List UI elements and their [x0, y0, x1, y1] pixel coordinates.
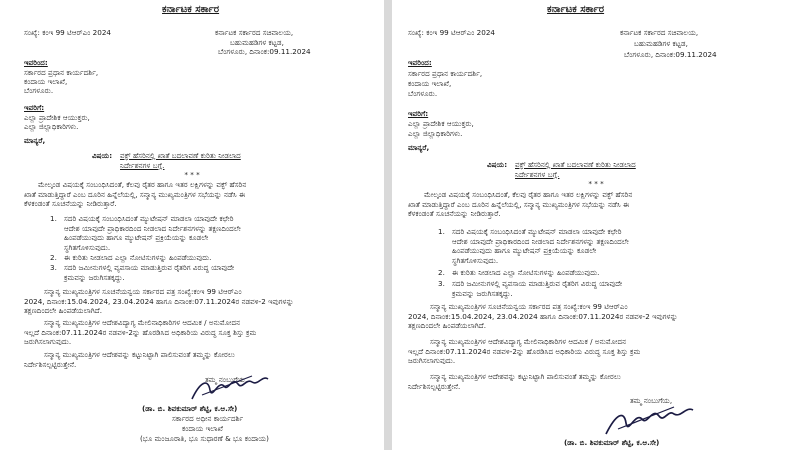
point-3-number: 3.	[50, 263, 57, 272]
point-3-text: ಸದರಿ ಜಮೀನುಗಳಲ್ಲಿ ವ್ಯವಸಾಯ ಮಾಡುತ್ತಿರುವ ರೈತರಿಗ ವಿರುದ್ಧ ಯಾವುದೇ ಕ್ರಮವನ್ನು ಜರುಗಿಸತಕ್ಕದ್ದು.	[452, 279, 623, 298]
closing: ತಮ್ಮ ನಂಬುಗೆಯ,	[205, 375, 248, 384]
from-label: ಇವರಿಂದ:	[408, 58, 432, 67]
signatory-name: (ಡಾ. ಬಿ. ಶಿವಕುಮಾರ್ ಶೆಟ್ಟಿ, ಕ.ಆ.ಸೇ)	[564, 438, 660, 447]
paragraph-2: ಸನ್ಮಾನ್ಯ ಮುಖ್ಯಮಂತ್ರಿಗಳ ಸೂಚನೆಯನ್ವಯ ಸರ್ಕಾರದ ಪತ್ರ ಸಂಖ್ಯೆ:ಕಂಇ 99 ಟಿಆರ್‌ಎಂ 2024, ದಿನಾಂಕ:15.04.2024, 23.04.2024 ಹಾಗೂ ದಿನಾಂಕ:07.11.2024ರ ನಡವಳಿ-2 ಇವುಗಳನ್ನು ತಕ್ಷಣದಿಂದಲೇ ಹಿಂಪಡೆಯಲಾಗಿದೆ.	[408, 302, 678, 331]
point-1-text: ಸದರಿ ವಿಷಯಕ್ಕೆ ಸಂಬಂಧಿಸಿದಂತೆ ಮ್ಯುಟೇಷನ್ ಮಾಡಲಾ ಯಾವುದೇ ಕಛೇರಿ ಆದೇಶ ಯಾವುದೇ ಪ್ರಾಧಿಕಾರದಿಂದ ನೀಡಲಾದ ನಿರ್ದೇಶನಗಳನ್ನು ತಕ್ಷಣದಿಂದಲೇ ಹಿಂಪಡೆಯುವುದು ಹಾಗೂ ಮ್ಯುಟೇಷನ್ ಪ್ರಕ್ರಿಯೆಯನ್ನು ಕೂಡಲೇ ಸ್ಥಗಿತಗೊಳಿಸುವುದು.	[452, 227, 629, 265]
signatory-section: (ಭೂ ಮಂಜೂರಾತಿ, ಭೂ ಸುಧಾರಣೆ & ಭೂ ಕಂದಾಯ)	[140, 434, 269, 443]
separator-stars: * * *	[184, 170, 200, 179]
signatory-department: ಕಂದಾಯ ಇಲಾಖೆ	[182, 424, 223, 433]
from-line-3: ಬೆಂಗಳೂರು.	[24, 86, 54, 95]
point-2-number: 2.	[50, 253, 57, 262]
from-line-1: ಸರ್ಕಾರದ ಪ್ರಧಾನ ಕಾರ್ಯದರ್ಶಿ,	[24, 68, 99, 77]
reference-number: ಸಂಖ್ಯೆ: ಕಂಇ 99 ಟಿಆರ್‌ಎಂ 2024	[24, 28, 111, 37]
to-label: ಇವರಿಗೆ:	[24, 103, 45, 112]
from-line-3: ಬೆಂಗಳೂರು.	[408, 89, 438, 98]
office-date-line: ಬೆಂಗಳೂರು, ದಿನಾಂಕ:09.11.2024	[218, 47, 311, 56]
paragraph-4: ಸನ್ಮಾನ್ಯ ಮುಖ್ಯಮಂತ್ರಿಗಳ ಆದೇಶವನ್ನು ಕಟ್ಟುನಿಟ್ಟಾಗಿ ಪಾಲಿಸುವಂತೆ ತಮ್ಮನ್ನು ಕೋರಲು ನಿರ್ದೇಶಿಸಲ್ಪಟ್ಟಿರುತ್ತೇನೆ.	[24, 350, 235, 369]
paragraph-1: ಮೇಲ್ಕಂಡ ವಿಷಯಕ್ಕೆ ಸಂಬಂಧಿಸಿದಂತೆ, ಕೆಲವು ರೈತರ ಹಾಗೂ ಇತರ ಲಕ್ಷಿಗಳನ್ನು ವಕ್ಫ್ ಹೆಸರಿನ ಖಾತೆ ಮಾಡುತ್ತಿದ್ದಾರೆ ಎಂಬ ದೂರಿನ ಹಿನ್ನೆಲೆಯಲ್ಲಿ, ಸನ್ಮಾನ್ಯ ಮುಖ್ಯಮಂತ್ರಿಗಳ ಸಭೆಯನ್ನು ನಡೆಸಿ ಈ ಕೆಳಕಂಡಂತೆ ಸೂಚನೆಯನ್ನು ನೀಡಿರುತ್ತಾರೆ.	[408, 190, 633, 219]
point-1-number: 1.	[50, 214, 57, 223]
separator-stars: * * *	[588, 179, 604, 188]
point-3-number: 3.	[438, 279, 445, 288]
signatory-name: (ಡಾ. ಬಿ. ಶಿವಕುಮಾರ್ ಶೆಟ್ಟಿ, ಕ.ಆ.ಸೇ)	[142, 404, 238, 413]
point-2-text: ಈ ಕುರಿತು ನೀಡಲಾದ ಎಲ್ಲಾ ನೋಟಿಸುಗಳನ್ನು ಹಿಂಪಡೆಯುವುದು.	[452, 268, 600, 277]
to-label: ಇವರಿಗೆ:	[408, 109, 429, 118]
office-line-1: ಕರ್ನಾಟಕ ಸರ್ಕಾರದ ಸಚಿವಾಲಯ,	[215, 28, 294, 37]
paragraph-3: ಸನ್ಮಾನ್ಯ ಮುಖ್ಯಮಂತ್ರಿಗಳ ಆದೇಶವಿದ್ಯಾಗ್ಯ ಮೇಲಿನಾಧಿಕಾರಿಗಳ ಆದಮಿಕ / ಅನುಮೋದನ ಇಲ್ಲದೆ ದಿನಾಂಕ:07.11.2024ರ ನಡವಳಿ-2ನ್ನು ಹೊರಡಿಸಿದ ಅಧಿಕಾರಿಯ ವಿರುದ್ಧ ಸೂಕ್ತ ಶಿಸ್ತು ಕ್ರಮ ಜರುಗಿಸಲಾಗುವುದು.	[408, 337, 641, 366]
point-1-number: 1.	[438, 227, 445, 236]
subject-line-2: ನಿರ್ದೇಶನಗಳ ಬಗ್ಗೆ.	[515, 170, 560, 179]
paragraph-4: ಸನ್ಮಾನ್ಯ ಮುಖ್ಯಮಂತ್ರಿಗಳ ಆದೇಶವನ್ನು ಕಟ್ಟುನಿಟ್ಟಾಗಿ ಪಾಲಿಸುವಂತೆ ತಮ್ಮನ್ನು ಕೋರಲು ನಿರ್ದೇಶಿಸಲ್ಪಟ್ಟಿರುತ್ತೇನೆ.	[408, 372, 621, 391]
letter-page-right	[392, 0, 800, 450]
signatory-designation: ಸರ್ಕಾರದ ಅಧೀನ ಕಾರ್ಯದರ್ಶಿ	[172, 414, 244, 423]
letter-page-left	[0, 0, 384, 450]
closing: ತಮ್ಮ ನಂಬುಗೆಯ,	[630, 396, 673, 405]
subject-line-1: ವಕ್ಫ್ ಹೆಸರಿನಲ್ಲಿ ಖಾತೆ ಬದಲಾವಣೆ ಕುರಿತು ನೀಡಲಾದ	[120, 151, 241, 160]
point-2-text: ಈ ಕುರಿತು ನೀಡಲಾದ ಎಲ್ಲಾ ನೋಟಿಸುಗಳನ್ನು ಹಿಂಪಡೆಯುವುದು.	[64, 253, 212, 262]
salutation: ಮಾನ್ಯರೆ,	[24, 136, 46, 145]
government-header: ಕರ್ನಾಟಕ ಸರ್ಕಾರ	[547, 4, 605, 15]
from-line-1: ಸರ್ಕಾರದ ಪ್ರಧಾನ ಕಾರ್ಯದರ್ಶಿ,	[408, 69, 483, 78]
from-line-2: ಕಂದಾಯ ಇಲಾಖೆ,	[24, 77, 68, 86]
point-1-text: ಸದರಿ ವಿಷಯಕ್ಕೆ ಸಂಬಂಧಿಸಿದಂತೆ ಮ್ಯುಟೇಷನ್ ಮಾಡಲಾ ಯಾವುದೇ ಕಛೇರಿ ಆದೇಶ ಯಾವುದೇ ಪ್ರಾಧಿಕಾರದಿಂದ ನೀಡಲಾದ ನಿರ್ದೇಶನಗಳನ್ನು ತಕ್ಷಣದಿಂದಲೇ ಹಿಂಪಡೆಯುವುದು ಹಾಗೂ ಮ್ಯುಟೇಷನ್ ಪ್ರಕ್ರಿಯೆಯನ್ನು ಕೂಡಲೇ ಸ್ಥಗಿತಗೊಳಿಸುವುದು.	[64, 214, 241, 252]
office-line-2: ಬಹುಮಹಡಿಗಳ ಕಟ್ಟಡ,	[634, 39, 688, 48]
signature-image	[602, 402, 697, 440]
to-line-1: ಎಲ್ಲಾ ಪ್ರಾದೇಶಿಕ ಆಯುಕ್ತರು,	[24, 113, 90, 122]
subject-label: ವಿಷಯ:	[92, 151, 113, 160]
office-line-1: ಕರ್ನಾಟಕ ಸರ್ಕಾರದ ಸಚಿವಾಲಯ,	[620, 28, 699, 37]
government-header: ಕರ್ನಾಟಕ ಸರ್ಕಾರ	[162, 4, 220, 15]
salutation: ಮಾನ್ಯರೆ,	[408, 143, 430, 152]
office-date-line: ಬೆಂಗಳೂರು, ದಿನಾಂಕ:09.11.2024	[624, 50, 717, 59]
office-line-2: ಬಹುಮಹಡಿಗಳ ಕಟ್ಟಡ,	[230, 38, 284, 47]
from-label: ಇವರಿಂದ:	[24, 58, 48, 67]
paragraph-1: ಮೇಲ್ಕಂಡ ವಿಷಯಕ್ಕೆ ಸಂಬಂಧಿಸಿದಂತೆ, ಕೆಲವು ರೈತರ ಹಾಗೂ ಇತರ ಲಕ್ಷಿಗಳನ್ನು ವಕ್ಫ್ ಹೆಸರಿನ ಖಾತೆ ಮಾಡುತ್ತಿದ್ದಾರೆ ಎಂಬ ದೂರಿನ ಹಿನ್ನೆಲೆಯಲ್ಲಿ, ಸನ್ಮಾನ್ಯ ಮುಖ್ಯಮಂತ್ರಿಗಳ ಸಭೆಯನ್ನು ನಡೆಸಿ ಈ ಕೆಳಕಂಡಂತೆ ಸೂಚನೆಯನ್ನು ನೀಡಿರುತ್ತಾರೆ.	[24, 180, 247, 209]
to-line-2: ಎಲ್ಲಾ ಜಿಲ್ಲಾಧಿಕಾರಿಗಳು.	[24, 122, 79, 131]
from-line-2: ಕಂದಾಯ ಇಲಾಖೆ,	[408, 79, 452, 88]
page-gutter	[384, 0, 392, 450]
point-2-number: 2.	[438, 268, 445, 277]
paragraph-3: ಸನ್ಮಾನ್ಯ ಮುಖ್ಯಮಂತ್ರಿಗಳ ಆದೇಶವಿದ್ಯಾಗ್ಯ ಮೇಲಿನಾಧಿಕಾರಿಗಳ ಆದಮಿಕ / ಅನುಮೋದನ ಇಲ್ಲದೆ ದಿನಾಂಕ:07.11.2024ರ ನಡವಳಿ-2ನ್ನು ಹೊರಡಿಸಿದ ಅಧಿಕಾರಿಯ ವಿರುದ್ಧ ಸೂಕ್ತ ಶಿಸ್ತು ಕ್ರಮ ಜರುಗಿಸಲಾಗುವುದು.	[24, 318, 257, 347]
signature-image	[188, 372, 273, 406]
subject-line-2: ನಿರ್ದೇಶನಗಳ ಬಗ್ಗೆ.	[120, 161, 165, 170]
subject-label: ವಿಷಯ:	[487, 160, 508, 169]
to-line-2: ಎಲ್ಲಾ ಜಿಲ್ಲಾಧಿಕಾರಿಗಳು.	[408, 129, 463, 138]
to-line-1: ಎಲ್ಲಾ ಪ್ರಾದೇಶಿಕ ಆಯುಕ್ತರು,	[408, 119, 474, 128]
point-3-text: ಸದರಿ ಜಮೀನುಗಳಲ್ಲಿ ವ್ಯವಸಾಯ ಮಾಡುತ್ತಿರುವ ರೈತರಿಗ ವಿರುದ್ಧ ಯಾವುದೇ ಕ್ರಮವನ್ನು ಜರುಗಿಸತಕ್ಕದ್ದು.	[64, 263, 235, 282]
reference-number: ಸಂಖ್ಯೆ: ಕಂಇ 99 ಟಿಆರ್‌ಎಂ 2024	[408, 28, 495, 37]
paragraph-2: ಸನ್ಮಾನ್ಯ ಮುಖ್ಯಮಂತ್ರಿಗಳ ಸೂಚನೆಯನ್ವಯ ಸರ್ಕಾರದ ಪತ್ರ ಸಂಖ್ಯೆ:ಕಂಇ 99 ಟಿಆರ್‌ಎಂ 2024, ದಿನಾಂಕ:15.04.2024, 23.04.2024 ಹಾಗೂ ದಿನಾಂಕ:07.11.2024ರ ನಡವಳಿ-2 ಇವುಗಳನ್ನು ತಕ್ಷಣದಿಂದಲೇ ಹಿಂಪಡೆಯಲಾಗಿದೆ.	[24, 287, 294, 316]
subject-line-1: ವಕ್ಫ್ ಹೆಸರಿನಲ್ಲಿ ಖಾತೆ ಬದಲಾವಣೆ ಕುರಿತು ನೀಡಲಾದ	[515, 160, 636, 169]
